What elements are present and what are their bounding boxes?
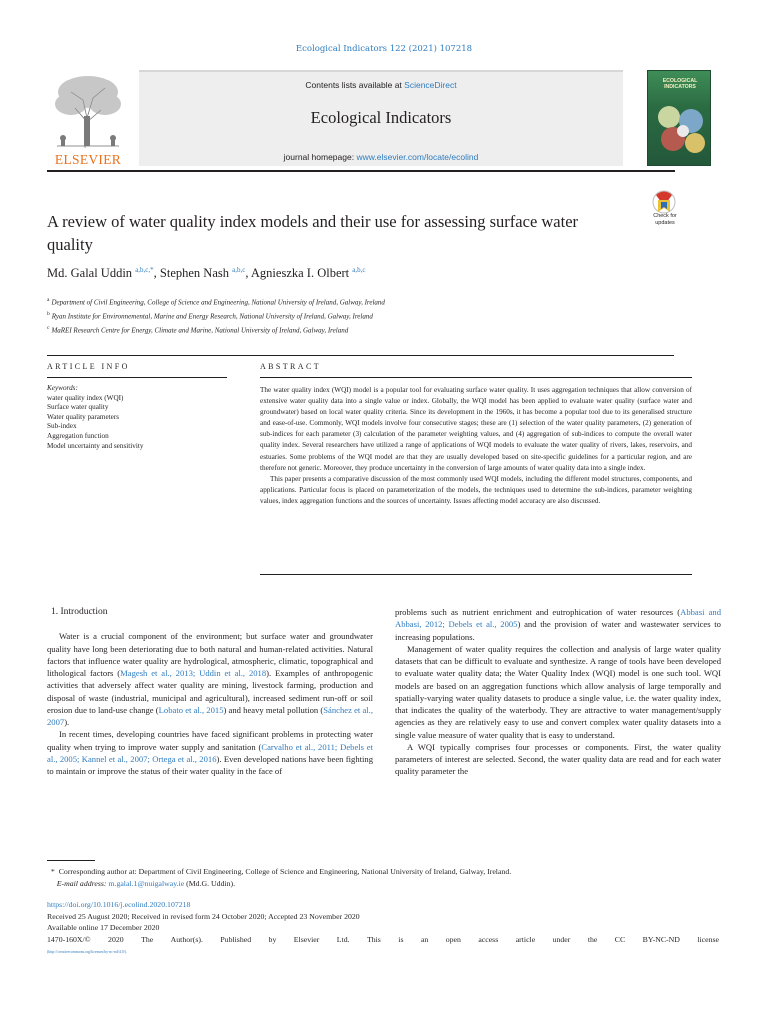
journal-cover-image[interactable] xyxy=(647,70,711,166)
body-text: ). Even developed nations have been fighting to maintain or improve the status of their water quality in the face of xyxy=(47,753,373,776)
keyword-item: Aggregation function xyxy=(47,431,109,440)
license-word: 1470-160X/© xyxy=(47,934,91,944)
keyword-item: water quality index (WQI) xyxy=(47,393,124,402)
author-2-sep: , xyxy=(245,266,251,281)
license-word: Author(s). xyxy=(170,934,203,944)
body-text: problems such as nutrient enrichment and eutrophication of water resources ( xyxy=(395,607,681,617)
affiliation-text: MaREI Research Centre for Energy, Climate and Marine, National University of Ireland, Galway, Ireland xyxy=(51,325,349,334)
affiliation-mark: c xyxy=(47,324,50,331)
doi-link[interactable]: https://doi.org/10.1016/j.ecolind.2020.107218 xyxy=(47,900,191,909)
body-column-right xyxy=(395,606,721,778)
footnote-mark: * xyxy=(50,867,55,876)
body-text: ) and heavy metal pollution ( xyxy=(223,704,324,715)
email-line xyxy=(47,878,687,890)
author-1-sep: , xyxy=(153,266,160,281)
keyword-item: Sub-index xyxy=(47,422,77,431)
keyword-item: Water quality parameters xyxy=(47,412,120,421)
keyword-list xyxy=(47,384,227,451)
abstract-heading: ABSTRACT xyxy=(260,362,321,371)
body-text: Water is a crucial component of the environment; but surface water and groundwater quality have long been deteriorating due to both natural and human-related activities. Natural factors that influence water quality are hydrological, atmospheric, climatic, topographical and lithological factors ( xyxy=(47,631,373,678)
email-suffix: (Md.G. Uddin). xyxy=(184,879,236,888)
abstract-rule xyxy=(260,377,692,378)
cover-artwork xyxy=(653,103,707,155)
license-word: Published xyxy=(220,934,252,944)
license-word: 2020 xyxy=(108,934,124,944)
keywords-label: Keywords: xyxy=(47,384,78,392)
article-title: A review of water quality index models and their use for assessing surface water quality xyxy=(47,212,579,254)
license-word: The xyxy=(141,934,154,944)
abstract-text xyxy=(260,385,692,507)
crossmark-label[interactable]: Check for updates xyxy=(653,213,677,226)
license-word: is xyxy=(398,934,404,944)
citation-link[interactable]: Carvalho et al., 2011; Debels et al., 2005; Kannel et al., 2007; Ortega et al., 2016 xyxy=(47,741,374,764)
license-word: open xyxy=(445,934,461,944)
affiliation-text: Department of Civil Engineering, College of Science and Engineering, National University of Ireland, Galway, Ireland xyxy=(51,298,385,307)
contents-line xyxy=(139,80,623,90)
footnote xyxy=(47,866,687,890)
affiliation-item xyxy=(47,309,647,323)
license-word: BY-NC-ND xyxy=(642,934,680,944)
license-word: Ltd. xyxy=(336,934,350,944)
affiliation-item xyxy=(47,323,647,337)
contents-prefix: Contents lists available at xyxy=(305,80,405,90)
homepage-line xyxy=(139,152,623,162)
author-2-name[interactable]: Stephen Nash xyxy=(159,266,229,281)
affiliation-mark: b xyxy=(47,310,50,317)
homepage-label: journal homepage: xyxy=(283,152,357,162)
footnote-rule xyxy=(47,860,95,861)
email-link[interactable]: m.galal.1@nuigalway.ie xyxy=(108,879,185,888)
author-3-name[interactable]: Agnieszka I. Olbert xyxy=(250,266,350,281)
keyword-item: Surface water quality xyxy=(47,403,109,412)
affiliation-text: Ryan Institute for Environnemental, Marine and Energy Research, National University of Ireland, Galway, Ireland xyxy=(51,312,373,321)
corresponding-text: Corresponding author at: Department of Civil Engineering, College of Science and Engineering, National University of Ireland, Galway, Ireland. xyxy=(58,867,512,876)
body-text: In recent times, developing countries have faced significant problems in protecting water quality when trying to improve water supply and sanitation ( xyxy=(47,729,373,752)
body-paragraph xyxy=(47,630,373,728)
journal-header-box xyxy=(139,70,623,166)
body-paragraph xyxy=(395,606,721,643)
article-info-rule xyxy=(47,377,227,378)
license-word: This xyxy=(366,934,381,944)
body-paragraph xyxy=(47,728,373,777)
citation-link[interactable]: Lobato et al., 2015 xyxy=(158,704,224,715)
publisher-name: ELSEVIER xyxy=(54,152,122,167)
body-paragraph: A WQI typically comprises four processes or components. First, the water quality parameters of interest are selected. Second, the water quality data are read and for each water quality parameter the xyxy=(395,741,721,777)
body-text: ). Examples of anthropogenic activities that adversely affect water quality are mining, livestock farming, production and disposal of waste (industrial, municipal and agricultural), increased sediment run-off or soil erosion due to land-use change ( xyxy=(47,668,373,715)
keyword-item: Model uncertainty and sensitivity xyxy=(47,441,144,450)
abstract-paragraph: The water quality index (WQI) model is a popular tool for evaluating surface water quality. It uses aggregation techniques that allow conversion of extensive water quality data into a single value or index. Globally, the WQI model has been applied to evaluate water quality (surface water and groundwater) based on local water quality criteria. Since its development in the 1960s, it has become a popular tool due to its generalised structure and ease-of-use. Commonly, WQI models involve four consecutive stages; these are (1) selection of the water quality parameters, (2) generation of sub-indices for each parameter (3) calculation of the parameter weighting values, and (4) aggregation of sub-indices to compute the overall water quality index. Several researchers have utilized a range of applications of WQI models to evaluate the water quality of rivers, lakes, reservoirs, and estuaries. Some problems of the WQI model are that they are usually developed based on site-specific guidelines for a particular region, and are therefore not generic. Moreover, they produce uncertainty in the conversion of large amounts of water quality data into a single index. xyxy=(260,386,692,472)
author-list xyxy=(47,266,647,281)
journal-citation[interactable]: Ecological Indicators 122 (2021) 107218 xyxy=(295,44,473,54)
citation-link[interactable]: Magesh et al., 2013; Uddin et al., 2018 xyxy=(120,668,267,678)
author-2-marks[interactable]: a,b,c xyxy=(232,266,246,274)
license-word: Elsevier xyxy=(293,934,320,944)
front-matter-divider xyxy=(47,355,674,356)
license-word: by xyxy=(268,934,277,944)
email-label: E-mail address: xyxy=(56,879,109,888)
available-online: Available online 17 December 2020 xyxy=(47,923,160,932)
author-1-marks[interactable]: a,b,c,* xyxy=(135,266,154,274)
license-word: license xyxy=(697,934,719,944)
sciencedirect-link[interactable]: ScienceDirect xyxy=(404,80,457,90)
body-paragraph: Management of water quality requires the collection and analysis of large water quality datasets that can be difficult to evaluate and synthesize. A range of tools have been developed to evaluate water quality data; the Water Quality Index (WQI) model is one such tool. WQI models are based on an aggregation functions which allow analysis of large temporally and spatially-varying water quality datasets to produce a single value, i.e. the water quality index, that indicates the quality of the waterbody. They are attractive to water management/supply agencies as they are relatively easy to use and convert complex water quality datasets into a single value measure of water quality that is easy to understand. xyxy=(395,643,721,740)
body-text: ). xyxy=(64,717,70,727)
section-title: 1. Introduction xyxy=(51,607,108,617)
license-word: CC xyxy=(614,934,626,944)
elsevier-tree-logo xyxy=(47,70,129,166)
journal-masthead xyxy=(47,70,698,167)
journal-title: Ecological Indicators xyxy=(310,108,452,127)
license-statement xyxy=(47,934,719,946)
license-word: access xyxy=(478,934,499,944)
corresponding-author-note xyxy=(47,866,687,878)
affiliation-item xyxy=(47,295,647,309)
author-1-name[interactable]: Md. Galal Uddin xyxy=(47,266,133,281)
cover-title: ECOLOGICAL INDICATORS xyxy=(662,78,698,90)
license-url-link[interactable]: (http://creativecommons.org/licenses/by-nc-nd/4.0/). xyxy=(47,950,127,954)
masthead-divider xyxy=(47,170,675,172)
license-word: under xyxy=(552,934,571,944)
license-word: the xyxy=(587,934,598,944)
author-3-marks[interactable]: a,b,c xyxy=(352,266,366,274)
publication-info xyxy=(47,899,719,957)
abstract-paragraph: This paper presents a comparative discussion of the most commonly used WQI models, including the different model structures, components, and applications. Particular focus is placed on parameterization of the models, the techniques used to determine the sub-indices, parameter weighting values, index aggregation functions and the sources of uncertainty. Issues affecting model accuracy are also discussed. xyxy=(260,474,692,505)
history-dates: Received 25 August 2020; Received in revised form 24 October 2020; Accepted 23 November 2020 xyxy=(47,911,360,921)
affiliation-mark: a xyxy=(47,297,50,303)
license-word: an xyxy=(420,934,429,944)
homepage-link[interactable]: www.elsevier.com/locate/ecolind xyxy=(356,152,479,162)
license-word: article xyxy=(515,934,536,944)
citation-link[interactable]: Abbasi and Abbasi, 2012; Debels et al., 2005 xyxy=(395,607,721,630)
abstract-bottom-rule xyxy=(260,574,692,575)
body-column-left xyxy=(47,606,373,777)
affiliation-list xyxy=(47,295,647,336)
citation-link[interactable]: Sánchez et al., 2007 xyxy=(47,704,373,727)
body-text: ) and the provision of water and wastewater services to increasing populations. xyxy=(395,619,721,642)
article-info-heading: ARTICLE INFO xyxy=(47,362,130,371)
